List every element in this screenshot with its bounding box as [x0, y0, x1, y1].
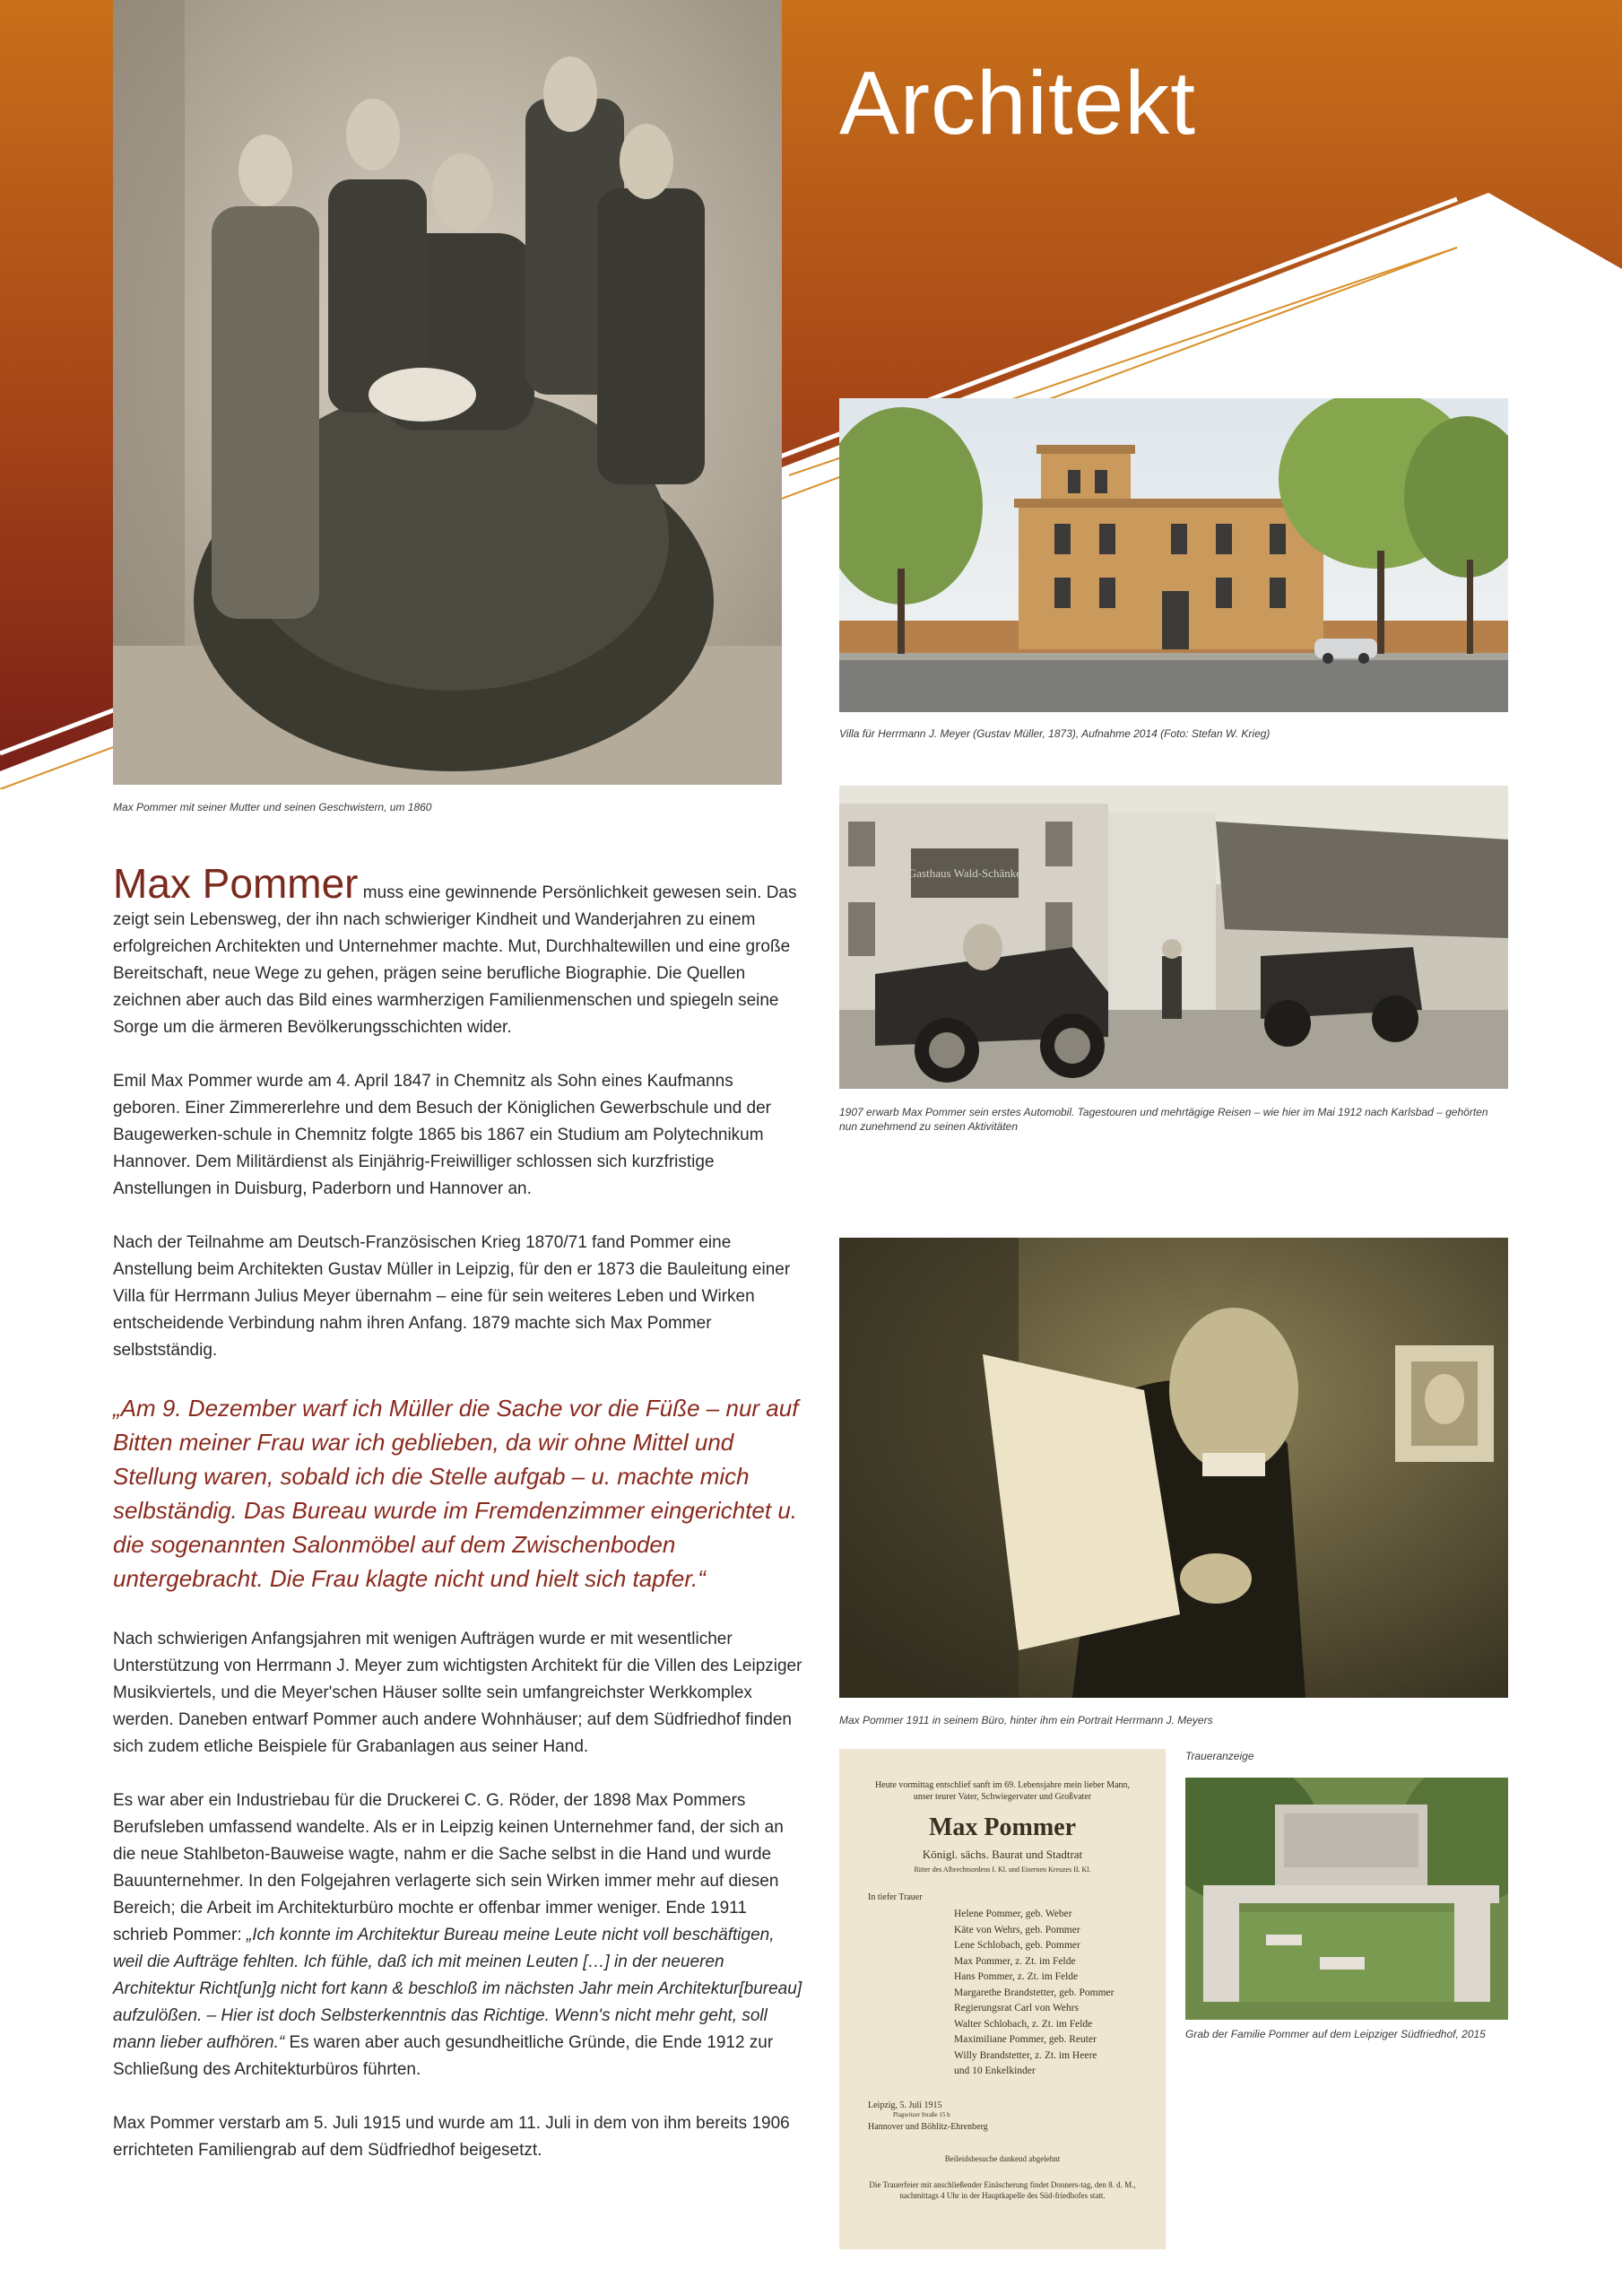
office-caption: Max Pommer 1911 in seinem Büro, hinter ihm ein Portrait Herrmann J. Meyers	[839, 1714, 1213, 1726]
office-photo	[839, 1238, 1508, 1698]
mourner: Willy Brandstetter, z. Zt. im Heere	[954, 2049, 1097, 2061]
notice-intro: Heute vormittag entschlief sanft im 69. Lebensjahre mein lieber Mann, unser teurer Vater, Schwiegervater und Großvater	[874, 1780, 1131, 1802]
notice-date: Leipzig, 5. Juli 1915	[868, 2100, 942, 2110]
paragraph-industry	[113, 1787, 803, 2083]
notice-cities: Hannover und Böhlitz-Ehrenberg	[868, 2122, 988, 2132]
family-caption: Max Pommer mit seiner Mutter und seinen Geschwistern, um 1860	[113, 801, 432, 813]
paragraph-death: Max Pommer verstarb am 5. Juli 1915 und wurde am 11. Juli in dem von ihm bereits 1906 errichteten Familiengrab auf dem Südfriedhof beigesetzt.	[113, 2114, 790, 2160]
villa-caption: Villa für Herrmann J. Meyer (Gustav Müller, 1873), Aufnahme 2014 (Foto: Stefan W. Krieg)	[839, 727, 1271, 740]
notice-funeral: Die Trauerfeier mit anschließender Einäscherung findet Donners-tag, den 8. d. M., nachmittags 4 Uhr in der Hauptkapelle des Süd-friedhofes statt.	[869, 2180, 1136, 2200]
industry-text-end: Es waren aber auch gesundheitliche Gründe, die Ende 1912 zur Schließung des Architekturbüros führten.	[113, 2033, 774, 2079]
grave-photo	[1185, 1778, 1508, 2020]
pull-quote: „Am 9. Dezember warf ich Müller die Sache vor die Füße – nur auf Bitten meiner Frau war ich geblieben, da wir ohne Mittel und Stellung waren, sobald ich die Stelle aufgab – u. machte mich selbständig. Das Bureau wurde im Fremdenzimmer eingerichtet u. die sogenannten Salonmöbel auf dem Zwischenboden untergebracht. Die Frau klagte nicht und hielt sich tapfer.“	[113, 1395, 799, 1592]
lead-name: Max Pommer	[113, 860, 359, 907]
lead-paragraph	[113, 860, 803, 1041]
notice-name: Max Pommer	[928, 1813, 1077, 1841]
article-body	[113, 860, 803, 2191]
mourner: und 10 Enkelkinder	[954, 2066, 1036, 2076]
mourner: Regierungsrat Carl von Wehrs	[954, 2003, 1080, 2013]
mourner: Max Pommer, z. Zt. im Felde	[954, 1955, 1076, 1967]
lead-text: muss eine gewinnende Persönlichkeit gewesen sein. Das zeigt sein Lebensweg, der ihn nach schwieriger Kindheit und Wanderjahren zu einem erfolgreichen Architekten und Unternehmer machte. Mut, Durchhaltewillen und eine große Bereitschaft, neue Wege zu gehen, prägen seine berufliche Biographie. Die Quellen zeichnen aber auch das Bild eines warmherzigen Familienmenschen und spiegeln seine Sorge um die ärmeren Bevölkerungsschichten wider.	[113, 883, 797, 1037]
notice-label: Traueranzeige	[1185, 1750, 1254, 1762]
mourning-notice	[839, 1749, 1166, 2249]
villa-photo	[839, 398, 1508, 712]
mourner: Helene Pommer, geb. Weber	[954, 1909, 1072, 1919]
mourner: Walter Schlobach, z. Zt. im Felde	[954, 2018, 1093, 2030]
notice-condolence: Beileidsbesuche dankend abgelehnt	[944, 2154, 1061, 2163]
car-caption: 1907 erwarb Max Pommer sein erstes Automobil. Tagestouren und mehrtägige Reisen – wie hier im Mai 1912 nach Karlsbad – gehörten nun zunehmend zu seinen Aktivitäten	[839, 1106, 1488, 1133]
page-title: Architekt	[839, 53, 1197, 153]
family-photo	[113, 0, 782, 785]
industry-quote: „Ich konnte im Architektur Bureau meine Leute nicht voll beschäftigen, weil die Aufträge fehlten. Ich fühle, daß ich mit meinen Leuten […] in der neueren Architektur Richt[un]g nicht fort kann & beschloß im nächsten Jahr mein Architektur[bureau] aufzulößen. – Hier ist doch Selbsterkenntnis das Richtige. Wenn's nicht mehr geht, soll mann lieber aufhören.“	[113, 1926, 802, 2052]
paragraph-career: Nach der Teilnahme am Deutsch-Französischen Krieg 1870/71 fand Pommer eine Anstellung beim Architekten Gustav Müller in Leipzig, für den er 1873 die Bauleitung einer Villa für Herrmann Julius Meyer übernahm – eine für sein weiteres Leben und Wirken entscheidende Verbindung nahm ihren Anfang. 1879 machte sich Max Pommer selbstständig.	[113, 1233, 791, 1360]
car-photo	[839, 786, 1508, 1089]
notice-titles: Königl. sächs. Baurat und Stadtrat	[922, 1848, 1083, 1861]
notice-mourners	[954, 1907, 1114, 2080]
notice-mourning: In tiefer Trauer	[868, 1892, 923, 1902]
industry-text: Es war aber ein Industriebau für die Druckerei C. G. Röder, der 1898 Max Pommers Berufsleben umfassend wandelte. Als er in Leipzig keinen Unternehmer fand, der sich an die neue Stahlbeton-Bauweise wagte, nahm er die Sache selbst in die Hand und wurde Bauunternehmer. In den Folgejahren verlagerte sich sein Wirken immer mehr auf diesen Bereich; die Arbeit im Architekturbüro mochte er offenbar immer weniger. Ende 1911 schrieb Pommer:	[113, 1791, 784, 1944]
mourner: Maximiliane Pommer, geb. Reuter	[954, 2034, 1097, 2045]
notice-orders: Ritter des Albrechtsordens I. Kl. und Eisernen Kreuzes II. Kl.	[914, 1866, 1091, 1874]
shop-sign: Gasthaus Wald-Schänke	[907, 866, 1022, 880]
mourner: Lene Schlobach, geb. Pommer	[954, 1940, 1080, 1951]
mourner: Margarethe Brandstetter, geb. Pommer	[954, 1987, 1115, 1998]
mourner: Hans Pommer, z. Zt. im Felde	[954, 1971, 1079, 1982]
paragraph-meyer: Nach schwierigen Anfangsjahren mit wenigen Aufträgen wurde er mit wesentlicher Unterstützung von Herrmann J. Meyer zum wichtigsten Architekt für die Villen des Leipziger Musikviertels, und die Meyer'schen Häuser sollte sein umfangreichster Werkkomplex werden. Daneben entwarf Pommer auch andere Wohnhäuser; auf dem Südfriedhof finden sich zudem etliche Beispiele für Grabanlagen aus seiner Hand.	[113, 1630, 802, 1756]
paragraph-birth: Emil Max Pommer wurde am 4. April 1847 in Chemnitz als Sohn eines Kaufmanns geboren. Einer Zimmererlehre und dem Besuch der Königlichen Gewerbschule und der Baugewerken-schule in Chemnitz folgte 1865 bis 1867 ein Studium am Polytechnikum Hannover. Dem Militärdienst als Einjährig-Freiwilliger schlossen sich kurzfristige Anstellungen in Duisburg, Paderborn und Hannover an.	[113, 1072, 772, 1198]
grave-caption: Grab der Familie Pommer auf dem Leipziger Südfriedhof, 2015	[1185, 2028, 1486, 2040]
notice-address: Plagwitzer Straße 15 b	[893, 2111, 950, 2118]
mourner: Käte von Wehrs, geb. Pommer	[954, 1924, 1080, 1935]
